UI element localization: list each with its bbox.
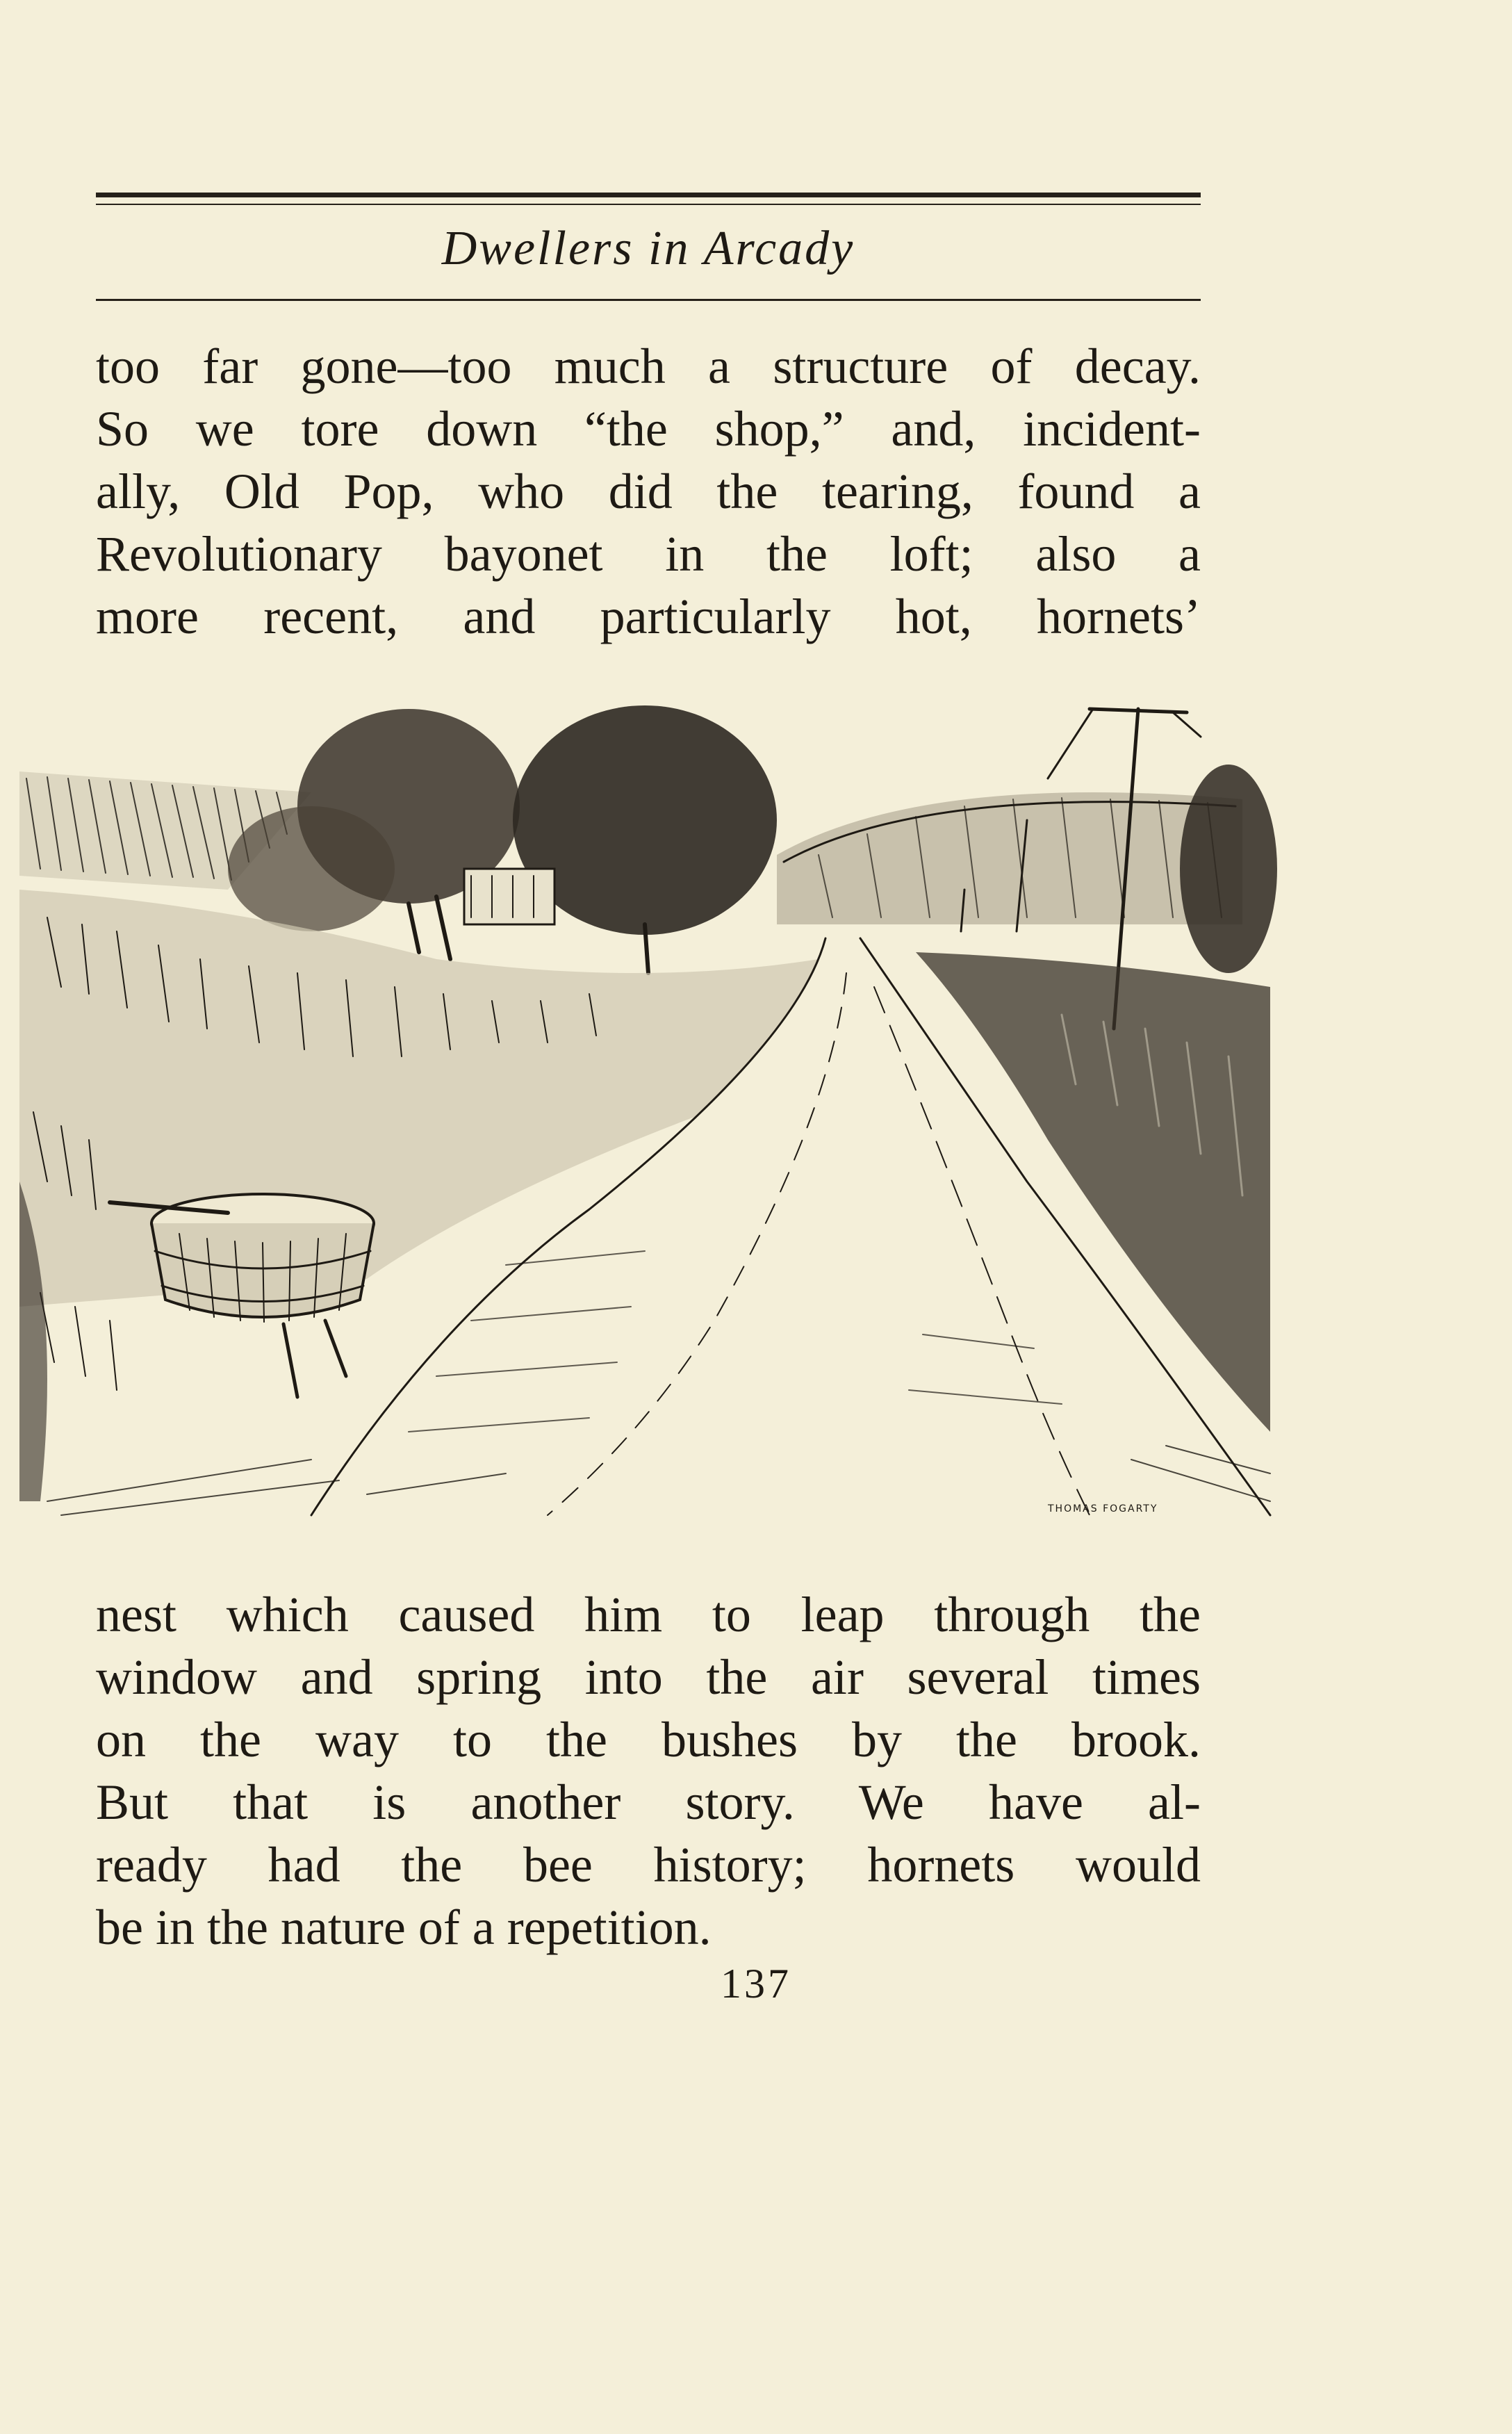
road-illustration [19, 695, 1284, 1536]
header-rule-thin [96, 204, 1201, 205]
text-line: Revolutionary bayonet in the loft; also a [96, 526, 1201, 582]
artist-signature: THOMAS FOGARTY [1048, 1503, 1158, 1514]
header-rule-thick [96, 193, 1201, 197]
text-line: more recent, and particularly hot, hornets’ [96, 589, 1201, 644]
text-line: too far gone—too much a structure of decay. [96, 338, 1201, 394]
text-line: window and spring into the air several times [96, 1649, 1201, 1705]
text-line: So we tore down “the shop,” and, incident- [96, 401, 1201, 457]
farmhouse [464, 869, 554, 924]
text-line: ready had the bee history; hornets would [96, 1837, 1201, 1893]
text-line: be in the nature of a repetition. [96, 1900, 712, 1955]
page-number: 137 [721, 1961, 791, 2007]
text-line: on the way to the bushes by the brook. [96, 1712, 1201, 1767]
paragraph-bottom [96, 1583, 1201, 1959]
text-line: But that is another story. We have al- [96, 1774, 1201, 1830]
text-line: ally, Old Pop, who did the tearing, found a [96, 464, 1201, 519]
paragraph-top [96, 335, 1201, 648]
text-line: nest which caused him to leap through the [96, 1587, 1201, 1642]
road-drawing [19, 695, 1284, 1536]
running-head: Dwellers in Arcady [441, 222, 855, 275]
header-rule-bottom [96, 299, 1201, 301]
